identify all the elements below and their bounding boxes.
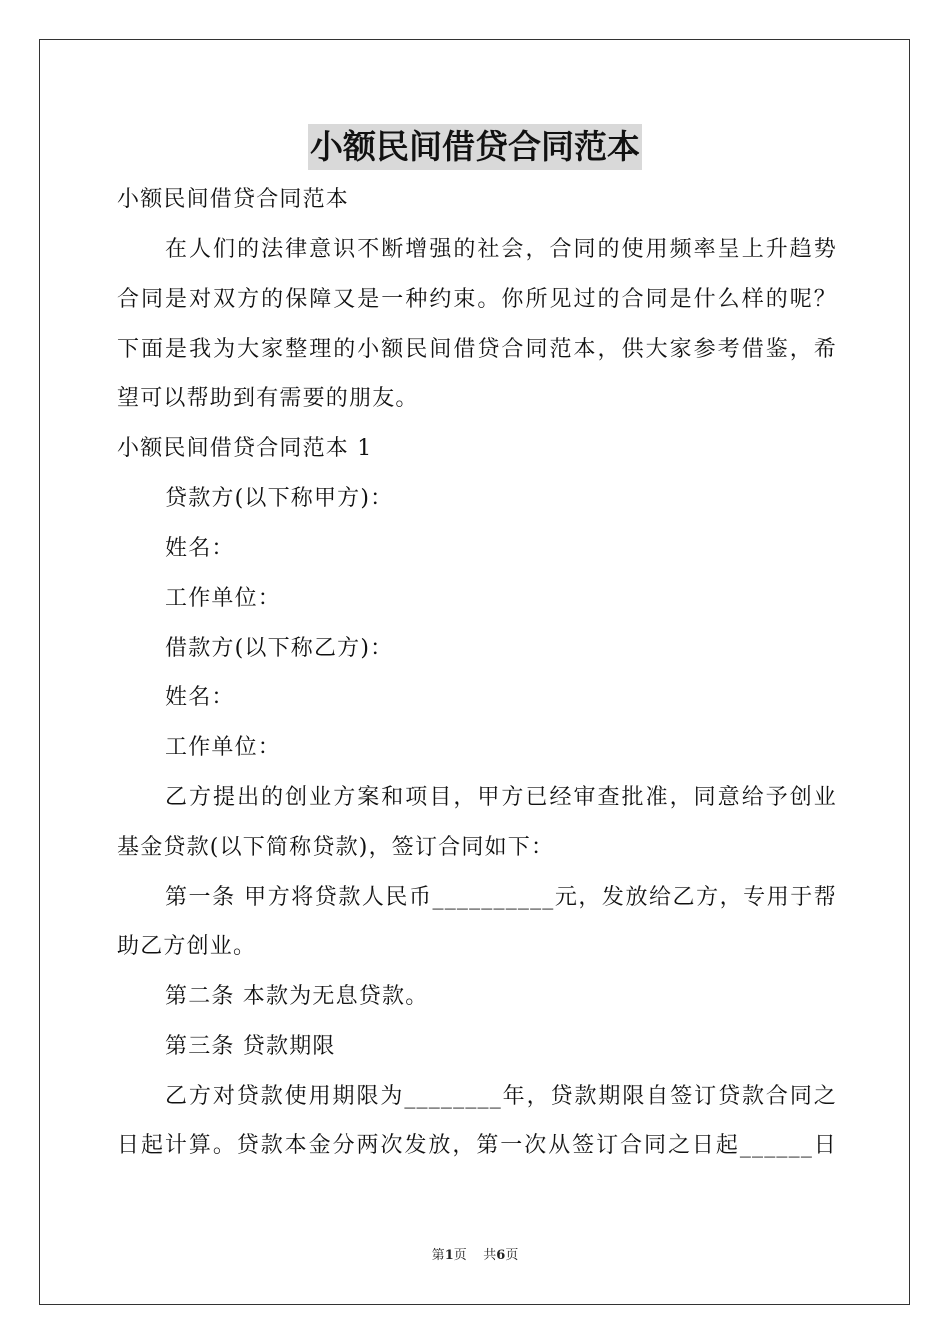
footer-page-current: 1 [444,1248,454,1263]
article-1-line: 助乙方创业。 [117,934,257,959]
paragraph-line: 乙方提出的创业方案和项目，甲方已经审查批准，同意给予创业 [165,785,837,810]
paragraph-line: 合同是对双方的保障又是一种约束。你所见过的合同是什么样的呢？ [117,287,837,312]
article-3-line: 日起计算。贷款本金分两次发放，第一次从签订合同之日起______日 [117,1133,837,1158]
page-border [39,39,910,1305]
borrower-work-label: 工作单位： [165,735,282,760]
footer-page-prefix: 第 [431,1248,445,1263]
paragraph-line: 基金贷款(以下简称贷款)，签订合同如下： [117,835,555,860]
document-title: 小额民间借贷合同范本 [308,124,642,170]
footer-page-total: 6 [496,1248,506,1263]
paragraph-line: 下面是我为大家整理的小额民间借贷合同范本，供大家参考借鉴，希 [117,337,837,362]
paragraph-line: 在人们的法律意识不断增强的社会，合同的使用频率呈上升趋势 [165,237,837,262]
footer-page-suffix: 页 [505,1248,519,1263]
lender-name-label: 姓名： [165,536,235,561]
paragraph-line: 望可以帮助到有需要的朋友。 [117,386,419,411]
article-3-line: 乙方对贷款使用期限为________年，贷款期限自签订贷款合同之 [165,1084,837,1109]
subtitle-line: 小额民间借贷合同范本 [117,187,350,212]
lender-label: 贷款方(以下称甲方)： [165,486,394,511]
title-wrap [0,124,950,170]
footer-page-mid: 页 共 [453,1248,497,1263]
lender-work-label: 工作单位： [165,586,282,611]
section-heading: 小额民间借贷合同范本 1 [117,436,373,461]
article-3-heading: 第三条 贷款期限 [165,1034,336,1059]
article-2-line: 第二条 本款为无息贷款。 [165,984,429,1009]
page-footer [0,1247,950,1265]
borrower-label: 借款方(以下称乙方)： [165,636,394,661]
article-1-line: 第一条 甲方将贷款人民币__________元，发放给乙方，专用于帮 [165,885,837,910]
borrower-name-label: 姓名： [165,685,235,710]
